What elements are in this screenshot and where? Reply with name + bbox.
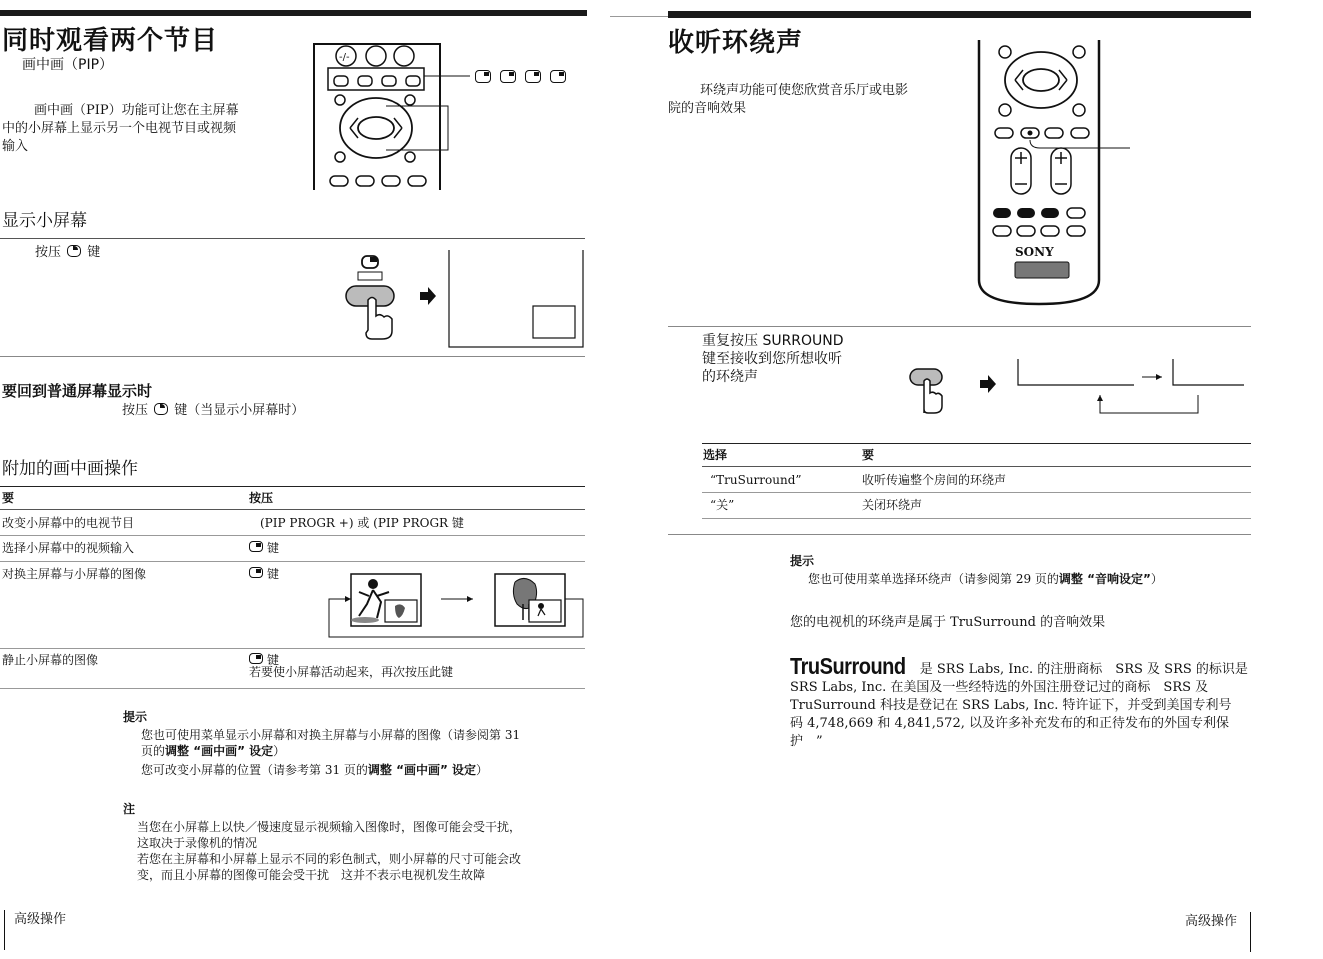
tip-line-3-pre: 您可改变小屏幕的位置（请参考第 31 页的 [141,763,368,777]
tip-line-3-bold: 调整 “画中画” 设定 [367,763,477,777]
surround-step [702,332,872,386]
tip-line-1: 您也可使用菜单显示小屏幕和对换主屏幕与小屏幕的图像（请参阅第 31 [141,728,521,742]
table-rule [0,509,585,510]
table-header-left: 选择 [703,448,728,462]
left-footer: 高级操作 [14,912,67,927]
row-press: (PIP PROGR +) 或 (PIP PROGR 键 [260,516,464,530]
row-press-wrap [249,540,279,556]
right-page-title: 收听环绕声 [668,28,804,58]
step-line-2: 键至接收到您所想收听 [702,351,842,367]
table-rule [0,561,585,562]
tip-line-3 [123,762,583,778]
step-show-pip [35,244,100,262]
row-select: “关” [710,498,735,512]
row-select: “TruSurround” [710,473,802,487]
row-want: 选择小屏幕中的视频输入 [2,541,135,555]
tip-heading: 提示 [123,710,148,724]
right-top-thin-rule [610,16,670,17]
swap-key-icon [249,567,263,578]
table-row [710,497,1250,513]
right-footer: 高级操作 [1185,914,1238,929]
pip-key-icon-3 [525,70,541,83]
note-heading: 注 [123,802,136,816]
trademark-line-4: 码 4,748,669 和 4,841,572, 以及许多补充发布的和正待发布的外国专利保 [790,716,1229,731]
table-header-right: 按压 [249,491,274,505]
intro-line-2: 中的小屏幕上显示另一个电视节目或视频 [2,121,237,136]
svg-text:-/-: -/- [339,52,350,63]
row-press-wrap [249,566,279,582]
table-row [2,515,585,531]
tip-line-bold: 调整 “音响设定” [1058,572,1151,586]
trademark-line-5: 护 ” [790,734,823,749]
input-key-icon [249,541,263,552]
divider [668,326,1251,327]
intro-line-2: 院的音响效果 [668,101,747,116]
tip-line-2-bold: 调整 “画中画” 设定 [165,744,274,758]
surround-cycle-illustration [900,355,1250,420]
left-tip-block [123,708,583,778]
tip-line-2 [123,743,583,759]
pip-key-icon-4 [550,70,566,83]
note-line-1: 当您在小屏幕上以快／慢速度显示视频输入图像时，图像可能会受干扰， [137,820,522,834]
table-top-rule [0,486,585,487]
pip-key-icon-1 [475,70,491,83]
row-want: 收听传遍整个房间的环绕声 [862,473,1007,487]
trademark-line-2: SRS Labs, Inc. 在美国及一些经特选的外国注册登记过的商标 SRS 及 [790,680,1209,695]
pip-key-icons [475,68,570,87]
note-line-3: 若您在主屏幕和小屏幕上显示不同的彩色制式，则小屏幕的尺寸可能会改 [137,852,522,866]
freeze-note: 若要使小屏幕活动起来，再次按压此键 [249,665,454,679]
trademark-block [790,654,1250,751]
extra-pip-heading: 附加的画中画操作 [2,459,138,479]
table-row [2,540,585,556]
trademark-line-3: TruSurround 科技是登记在 SRS Labs, Inc. 特许证下，并受到美国专利号 [790,698,1232,713]
table-header-left: 要 [2,491,15,505]
left-note-block [123,800,583,883]
table-bottom-rule [702,518,1251,519]
table-rule [0,648,585,649]
left-page-title: 同时观看两个节目 [2,26,219,56]
tip-line [790,571,1250,587]
trusurround-logo: TruSurround [790,654,906,680]
freeze-key-icon [249,653,263,664]
table-bottom-rule [0,688,585,689]
sony-logo: SONY [1015,245,1054,259]
table-rule [702,466,1251,467]
swap-illustration [325,570,587,642]
tip-line-3-post: ） [476,763,489,777]
row-want: 静止小屏幕的图像 [2,653,99,667]
intro-line-1: 画中画（PIP）功能可让您在主屏幕 [34,103,239,118]
right-top-rule [668,11,1251,18]
left-intro [2,102,292,156]
row-press: 键 [267,567,280,581]
row-want: 对换主屏幕与小屏幕的图像 [2,567,147,581]
trusurround-note: 您的电视机的环绕声是属于 TruSurround 的音响效果 [790,615,1106,630]
right-footer-bar [1250,912,1251,952]
press-pip-illustration [340,250,590,350]
row-press: 键 [267,541,280,555]
return-post: 键（当显示小屏幕时） [174,403,305,418]
table-header-right: 要 [862,448,875,462]
tip-line-post: ） [1150,572,1163,586]
remote-illustration-surround [975,40,1135,310]
divider [0,356,585,357]
row-want: 改变小屏幕中的电视节目 [2,516,135,530]
note-line-4: 变，而且小屏幕的图像可能会受干扰 这并不表示电视机发生故障 [137,868,486,882]
step-press-text: 按压 [35,245,62,260]
return-heading: 要回到普通屏幕显示时 [2,382,153,400]
table-top-rule [702,443,1251,444]
row-press: 键 [267,653,280,667]
return-press: 按压 [122,403,149,418]
left-footer-bar [4,910,5,950]
table-row [710,472,1250,488]
tip-line-2-post: ） [273,744,286,758]
right-intro [668,82,948,118]
right-tip-block [790,552,1250,587]
remote-illustration-pip [310,40,470,190]
pip-key-icon [67,245,81,257]
pip-key-icon-2 [500,70,516,83]
step-line-1: 重复按压 SURROUND [702,333,844,349]
step-key-text: 键 [87,245,101,260]
left-top-rule [0,10,587,16]
tip-heading: 提示 [790,554,815,568]
trademark-line-1 [790,654,1250,680]
step-line-3: 的环绕声 [702,369,758,385]
left-subtitle: 画中画（PIP） [22,57,114,73]
tip-line-2-pre: 页的 [141,744,166,758]
divider [668,534,1251,535]
section-show-pip: 显示小屏幕 [2,211,87,231]
tip-line-pre: 您也可使用菜单选择环绕声（请参阅第 29 页的 [808,572,1059,586]
intro-line-3: 输入 [2,139,29,154]
intro-line-1: 环绕声功能可使您欣赏音乐厅或电影 [700,83,909,98]
table-row [2,652,585,679]
divider [0,238,585,239]
note-line-2: 这取决于录像机的情况 [137,836,258,850]
return-text [122,402,304,420]
trademark-text-1: 是 SRS Labs, Inc. 的注册商标 SRS 及 SRS 的标识是 [919,662,1248,677]
table-rule [702,492,1251,493]
row-want: 关闭环绕声 [862,498,923,512]
table-rule [0,535,585,536]
pip-key-icon [154,403,168,415]
